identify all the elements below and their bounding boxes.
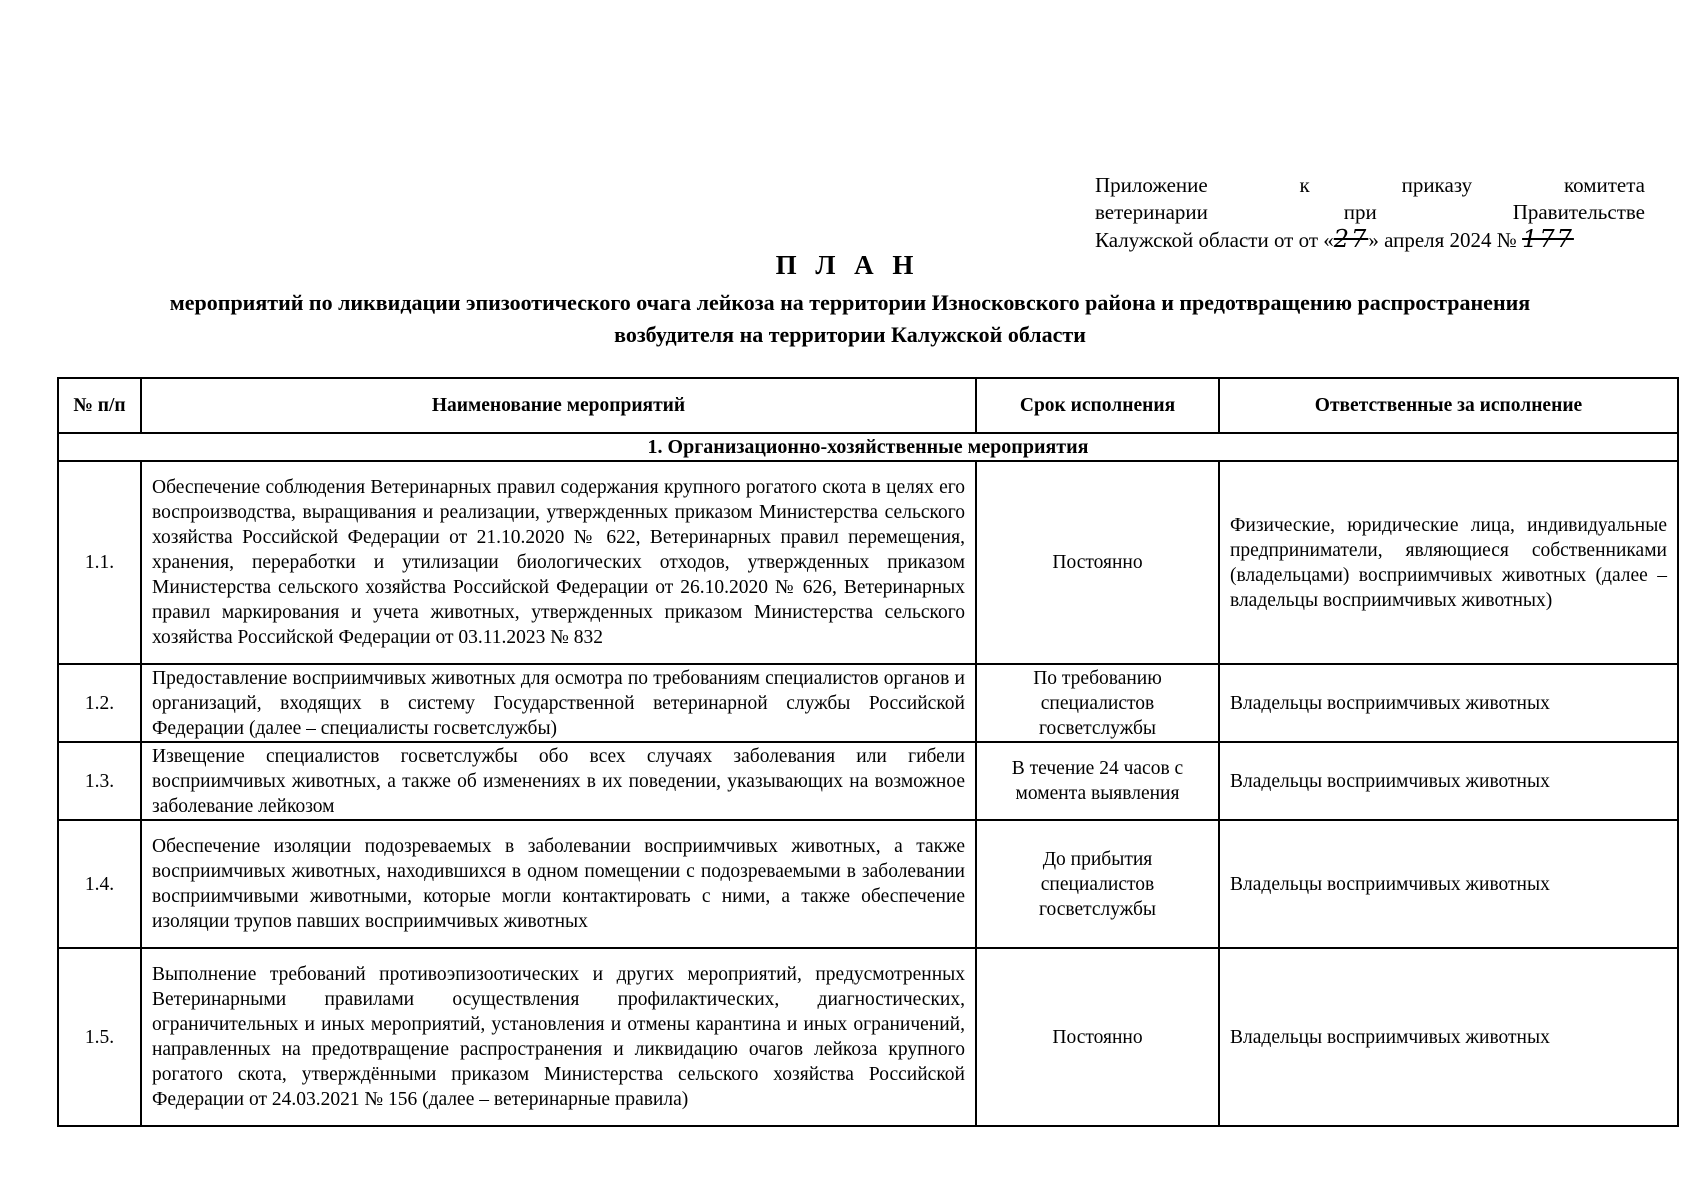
appendix-date-mid: » апреля 2024 № xyxy=(1368,228,1523,252)
appendix-word: к xyxy=(1299,173,1310,197)
plan-title: П Л А Н xyxy=(775,250,920,280)
row-term: До прибытия специалистов госветслужбы xyxy=(976,820,1219,948)
appendix-word: приказу xyxy=(1401,173,1473,197)
plan-subtitle: мероприятий по ликвидации эпизоотического очага лейкоза на территории Износковского района и предотвращению распространения возбудителя на территории Калужской области xyxy=(169,290,1531,347)
table-row xyxy=(58,664,1678,742)
table-row xyxy=(58,820,1678,948)
row-num: 1.5. xyxy=(58,948,141,1126)
row-name: Предоставление восприимчивых животных для осмотра по требованиям специалистов органов и организаций, входящих в систему Государственной ветеринарной службы Российской Федерации (далее – специалисты госветслужбы) xyxy=(141,664,976,742)
row-term: По требованию специалистов госветслужбы xyxy=(976,664,1219,742)
table-row xyxy=(58,948,1678,1126)
row-responsible: Владельцы восприимчивых животных xyxy=(1219,948,1678,1126)
row-name: Обеспечение соблюдения Ветеринарных правил содержания крупного рогатого скота в целях его воспроизводства, выращивания и реализации, утвержденных приказом Министерства сельского хозяйства Российской Федерации от 21.10.2020 № 622, Ветеринарных правил перемещения, хранения, переработки и утилизации биологических отходов, утвержденных приказом Министерства сельского хозяйства Российской Федерации от 26.10.2020 № 626, Ветеринарных правил маркирования и учета животных, утвержденных приказом Министерства сельского хозяйства Российской Федерации от 03.11.2023 № 832 xyxy=(141,461,976,664)
table-header-row xyxy=(58,378,1678,433)
row-responsible: Владельцы восприимчивых животных xyxy=(1219,820,1678,948)
row-responsible: Физические, юридические лица, индивидуальные предприниматели, являющиеся собственниками (владельцами) восприимчивых животных (далее – владельцы восприимчивых животных) xyxy=(1219,461,1678,664)
handwritten-order-number: 177 xyxy=(1522,225,1574,253)
appendix-line-2 xyxy=(1095,199,1645,226)
header-term: Срок исполнения xyxy=(976,378,1219,433)
row-responsible: Владельцы восприимчивых животных xyxy=(1219,664,1678,742)
row-name: Извещение специалистов госветслужбы обо всех случаях заболевания или гибели восприимчивых животных, а также об изменениях в их поведении, указывающих на возможное заболевание лейкозом xyxy=(141,742,976,820)
appendix-date-prefix: Калужской области от от « xyxy=(1095,228,1334,252)
row-num: 1.4. xyxy=(58,820,141,948)
appendix-word: ветеринарии xyxy=(1095,200,1208,224)
row-term: Постоянно xyxy=(976,461,1219,664)
table-row xyxy=(58,461,1678,664)
row-num: 1.1. xyxy=(58,461,141,664)
appendix-word: Приложение xyxy=(1095,173,1208,197)
row-num: 1.2. xyxy=(58,664,141,742)
row-num: 1.3. xyxy=(58,742,141,820)
section-row xyxy=(58,433,1678,461)
appendix-line-1 xyxy=(1095,172,1645,199)
row-name: Выполнение требований противоэпизоотических и других мероприятий, предусмотренных Ветеринарными правилами осуществления профилактических, диагностических, ограничительных и иных мероприятий, установления и отмены карантина и иных ограничений, направленных на предотвращение распространения и ликвидацию очагов лейкоза крупного рогатого скота, утверждёнными приказом Министерства сельского хозяйства Российской Федерации от 24.03.2021 № 156 (далее – ветеринарные правила) xyxy=(141,948,976,1126)
appendix-word: при xyxy=(1343,200,1377,224)
appendix-word: Правительстве xyxy=(1512,200,1645,224)
row-term: В течение 24 часов с момента выявления xyxy=(976,742,1219,820)
plan-table xyxy=(57,377,1679,1127)
header-responsible: Ответственные за исполнение xyxy=(1219,378,1678,433)
row-term: Постоянно xyxy=(976,948,1219,1126)
appendix-word: комитета xyxy=(1563,173,1645,197)
section-title: 1. Организационно-хозяйственные мероприятия xyxy=(58,433,1678,461)
header-num: № п/п xyxy=(58,378,141,433)
row-name: Обеспечение изоляции подозреваемых в заболевании восприимчивых животных, а также восприимчивых животных, находившихся в одном помещении с подозреваемыми в заболевании восприимчивыми животными, которые могли контактировать с ними, а также обеспечение изоляции трупов павших восприимчивых животных xyxy=(141,820,976,948)
appendix-note xyxy=(1095,172,1645,254)
handwritten-day: 27 xyxy=(1333,225,1369,253)
header-name: Наименование мероприятий xyxy=(141,378,976,433)
row-responsible: Владельцы восприимчивых животных xyxy=(1219,742,1678,820)
table-row xyxy=(58,742,1678,820)
